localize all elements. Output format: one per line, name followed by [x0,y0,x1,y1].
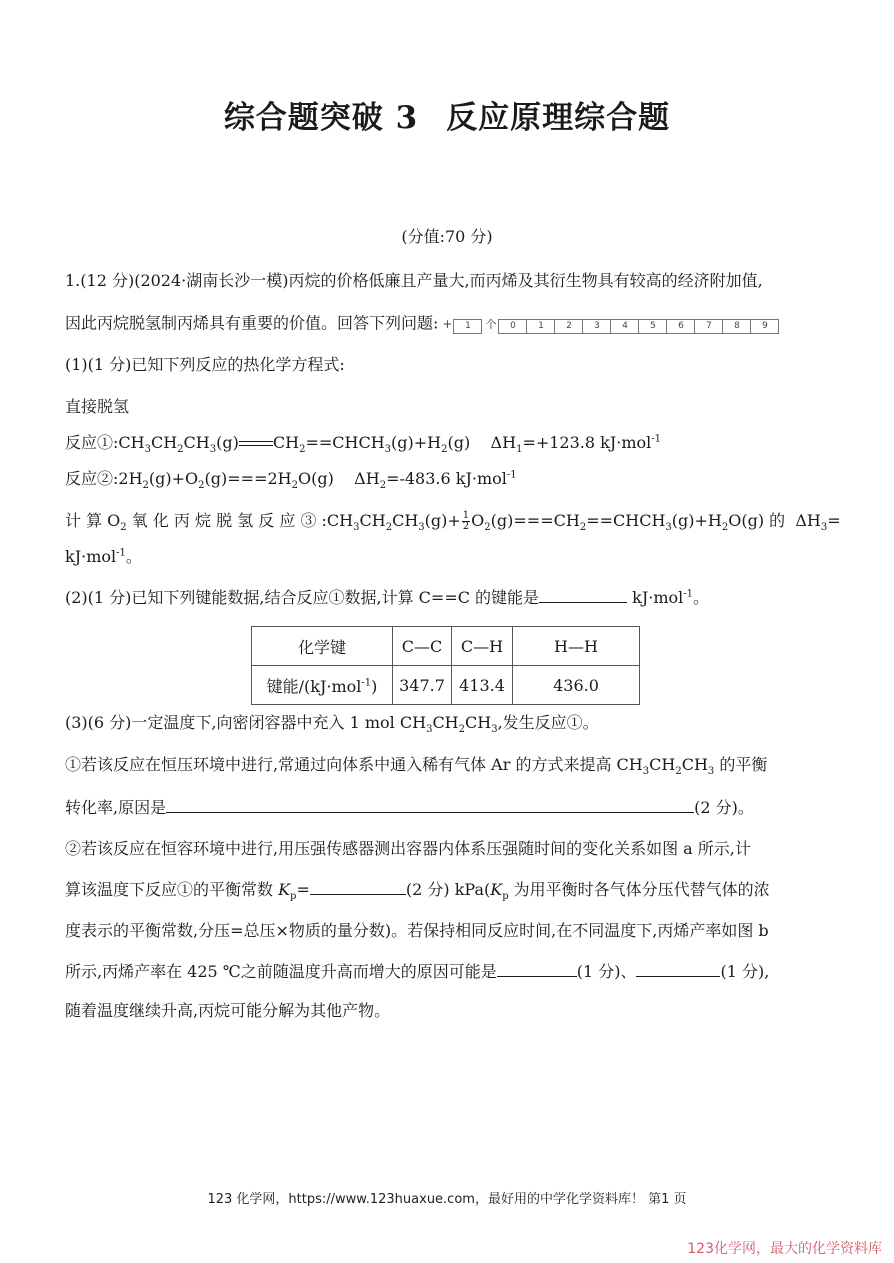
reaction-3-unit: kJ·mol$^{-1}$。 [65,547,142,566]
table-row-label: 键能/(kJ·mol$^{-1}$) [252,666,393,705]
part3-sub1-line1: ①若该反应在恒压环境中进行,常通过向体系中通入稀有气体 Ar 的方式来提高 $CH_3CH_2CH_3$ 的平衡 [65,755,768,778]
part3-sub2-line5: 随着温度继续升高,丙烷可能分解为其他产物。 [65,1001,391,1020]
ruler-cell: 4 [610,319,639,334]
ruler-cell: 1 [453,319,482,334]
part3-intro: (3)(6 分)一定温度下,向密闭容器中充入 1 mol $CH_3CH_2CH_3$,发生反应①。 [65,713,599,736]
ruler-cell: 2 [554,319,583,334]
table-cell: 413.4 [452,666,513,705]
reaction-1: 反应$①:CH_3CH_2CH_3(g)$ $CH_2==CHCH_3(g)+H_2(g)$ $\Delta H_1=+123.8$ kJ·mol$^{-1}$ [65,433,662,456]
ruler-cell: 8 [722,319,751,334]
part3-sub2-line1: ②若该反应在恒容环境中进行,用压强传感器测出容器内体系压强随时间的变化关系如图 a 所示,计 [65,839,751,858]
half-fraction: $\frac{1}{2}$ [462,510,470,532]
part3-intro-b: ,发生反应①。 [497,713,599,732]
table-header-cell: C—H [452,627,513,666]
ruler-cell: 9 [750,319,779,334]
q1-line2-text: 因此丙烷脱氢制丙烯具有重要的价值。回答下列问题: [65,313,439,333]
part1-intro: (1)(1 分)已知下列反应的热化学方程式: [65,355,345,374]
answer-blank-cause-2[interactable] [636,960,720,977]
sub1-text-c: 转化率,原因是 [65,798,167,817]
table-cell: 436.0 [513,666,640,705]
equilibrium-arrow [239,439,273,449]
table-header-cell: 化学键 [252,627,393,666]
direct-dehydrogenation: 直接脱氢 [65,397,130,416]
ruler-cell: 5 [638,319,667,334]
sub2-text-h: (1 分), [720,962,770,981]
part3-intro-a: (3)(6 分)一定温度下,向密闭容器中充入 1 mol CH [65,713,427,732]
answer-blank-cause-1[interactable] [497,960,577,977]
part3-sub2-line3: 度表示的平衡常数,分压=总压×物质的量分数)。若保持相同反应时间,在不同温度下,丙烯产率如图 b [65,921,769,940]
answer-blank-bond-energy[interactable] [539,586,627,603]
unit-text: kJ·mol [65,547,117,566]
part2-question: (2)(1 分)已知下列键能数据,结合反应①数据,计算 C==C 的键能是 kJ·mol$^{-1}$。 [65,588,710,607]
reaction-2: 反应$②:2H_2(g)+O_2(g)===2H_2O(g)$ $\Delta H_2=-483.6$ kJ·mol$^{-1}$ [65,469,517,492]
bond-energy-table [251,626,640,705]
answer-blank-reason[interactable] [166,796,694,813]
ruler-cell: 7 [694,319,723,334]
table-header-cell: C—C [393,627,452,666]
table-row [252,627,640,666]
sub1-text-b: 的平衡 [714,755,768,774]
score-note: (分值:70 分) [401,227,493,246]
sub2-text-b: 算该温度下反应①的平衡常数 [65,880,279,899]
part3-sub2-line4 [65,960,769,983]
ruler-cell: 1 [526,319,555,334]
table-cell: 347.7 [393,666,452,705]
page-footer: 123 化学网，https://www.123huaxue.com，最好用的中学化学资料库！ 第1 页 [207,1192,687,1207]
table-row [252,666,640,705]
table-header-cell: H—H [513,627,640,666]
part3-sub2-line2: 算该温度下反应①的平衡常数 $K_p= (2$ 分) $kPa(K_p$ 为用平衡时各气体分压代替气体的浓 [65,880,770,903]
reaction-3-calc: 计 算 $O_2$ 氧 化 丙 烷 脱 氢 反 应 ③ $:CH_3CH_2CH_3(g)+$ $\frac{1}{2}$ $O_2(g)===CH_2==CHCH_3(g)+H_2O(g)$ 的 $\Delta H_3=$ [65,510,841,534]
sub2-text-f: 所示,丙烯产率在 425 ℃之前随温度升高而增大的原因可能是 [65,962,497,981]
answer-blank-kp[interactable] [310,878,406,895]
ruler-cell: 0 [498,319,527,334]
row-label-text: 键能/(kJ·mol [266,676,362,696]
page-title [0,92,894,137]
ruler-plus: + [442,317,453,331]
q1-line2 [65,312,779,336]
part3-sub1-line2 [65,796,754,819]
sub2-text-c: (2 分) kPa( [405,880,491,899]
site-watermark: 123化学网，最大的化学资料库 [687,1241,882,1257]
calc-text-b: 氧 化 丙 烷 脱 氢 反 应 ③ :CH [126,511,354,530]
q1-line1: 1.(12 分)(2024·湖南长沙一模)丙烷的价格低廉且产量大,而丙烯及其衍生物具有较高的经济附加值, [65,271,763,290]
ruler-cell: 3 [582,319,611,334]
sub1-text-a: ①若该反应在恒压环境中进行,常通过向体系中通入稀有气体 Ar 的方式来提高 CH [65,755,643,774]
number-ruler [442,312,779,336]
ruler-cell: 6 [666,319,695,334]
sub1-text-d: (2 分)。 [694,798,754,817]
title-part1: 综合题突破 3 [223,100,419,136]
title-part2: 反应原理综合题 [446,100,671,136]
sub2-text-d: 为用平衡时各气体分压代替气体的浓 [508,880,770,899]
ruler-unit: 个 [485,318,497,331]
part2-unit: kJ·mol [627,588,684,607]
sub2-text-g: (1 分)、 [576,962,637,981]
part2-text: (2)(1 分)已知下列键能数据,结合反应①数据,计算 C==C 的键能是 [65,588,540,607]
calc-text-a: 计 算 O [65,511,121,530]
